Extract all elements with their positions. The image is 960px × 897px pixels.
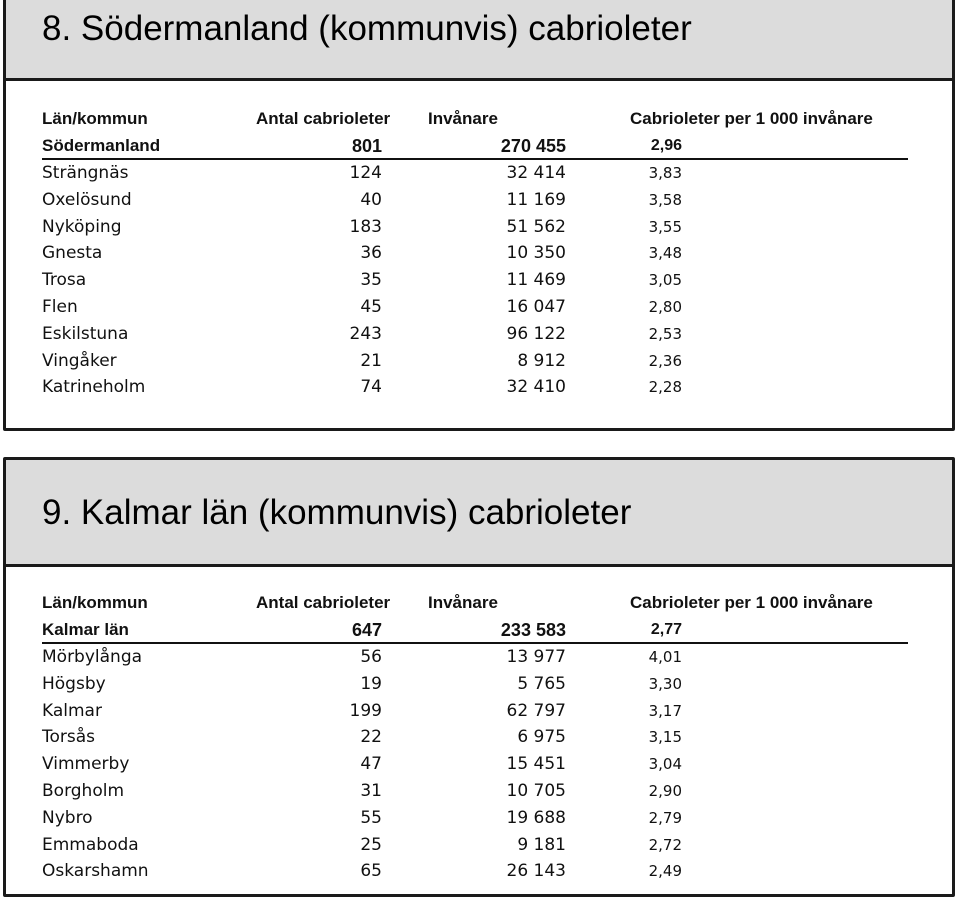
- column-headers: [6, 109, 952, 131]
- region-name: Oxelösund: [42, 189, 132, 210]
- table-row: [6, 727, 952, 753]
- count-value: 183: [349, 216, 382, 237]
- count-value: 19: [360, 673, 382, 694]
- count-value: 124: [349, 163, 382, 183]
- table-row: [6, 163, 952, 189]
- col-header-count: Antal cabrioleter: [256, 593, 391, 612]
- table-row: [6, 861, 952, 887]
- population-value: 5 765: [517, 673, 566, 694]
- rate-value: 3,30: [648, 674, 682, 693]
- count-value: 243: [349, 323, 382, 344]
- rate-value: 2,90: [648, 782, 682, 800]
- region-name: Katrineholm: [42, 377, 146, 398]
- count-value: 55: [360, 807, 382, 828]
- count-value: 45: [360, 297, 382, 317]
- rate-value: 3,48: [648, 244, 682, 263]
- count-value: 801: [351, 136, 382, 156]
- table-row: [6, 243, 952, 269]
- region-name: Vingåker: [42, 350, 117, 371]
- rate-value: 2,79: [648, 808, 682, 827]
- population-value: 11 169: [506, 189, 566, 210]
- population-value: 32 410: [506, 377, 566, 398]
- col-header-rate: Cabrioleter per 1 000 invånare: [630, 593, 873, 612]
- rate-value: 2,80: [648, 298, 682, 316]
- rate-value: 3,55: [648, 217, 682, 236]
- col-header-rate: Cabrioleter per 1 000 invånare: [630, 109, 873, 128]
- col-header-region: Län/kommun: [42, 593, 148, 612]
- rate-value: 2,96: [650, 137, 682, 154]
- population-value: 10 705: [506, 781, 566, 801]
- population-value: 96 122: [506, 323, 566, 344]
- divider: [42, 642, 908, 644]
- col-header-count: Antal cabrioleter: [256, 109, 391, 128]
- region-name: Torsås: [42, 727, 96, 748]
- region-name: Kalmar: [42, 700, 102, 721]
- table-row: [6, 647, 952, 673]
- region-name: Emmaboda: [42, 834, 139, 855]
- population-value: 51 562: [506, 216, 566, 237]
- population-value: 11 469: [506, 270, 566, 291]
- region-name: Eskilstuna: [42, 323, 129, 344]
- population-value: 8 912: [517, 350, 566, 371]
- region-name: Nyköping: [42, 216, 122, 237]
- rate-value: 2,36: [648, 351, 682, 370]
- table-row: [6, 297, 952, 323]
- table-row: [6, 324, 952, 350]
- section-sodermanland: [3, 0, 955, 431]
- count-value: 74: [360, 377, 382, 398]
- population-value: 270 455: [500, 136, 566, 156]
- rate-value: 3,58: [648, 190, 682, 209]
- population-value: 32 414: [506, 163, 566, 183]
- population-value: 15 451: [506, 754, 566, 775]
- count-value: 36: [360, 243, 382, 264]
- rate-value: 2,77: [650, 621, 682, 638]
- population-value: 16 047: [506, 297, 566, 317]
- count-value: 35: [360, 270, 382, 291]
- region-name: Vimmerby: [42, 754, 130, 775]
- section-header: [6, 460, 952, 567]
- rate-value: 2,72: [648, 835, 682, 854]
- region-name: Kalmar län: [42, 620, 129, 639]
- rate-value: 2,49: [648, 862, 682, 881]
- region-name: Oskarshamn: [42, 861, 149, 882]
- divider: [42, 158, 908, 160]
- population-value: 19 688: [506, 807, 566, 828]
- section-header: [6, 0, 952, 81]
- rate-value: 3,83: [648, 164, 682, 182]
- region-name: Södermanland: [42, 136, 161, 155]
- col-header-population: Invånare: [428, 109, 498, 128]
- region-name: Borgholm: [42, 781, 125, 801]
- rate-value: 2,53: [648, 324, 682, 343]
- count-value: 56: [360, 647, 382, 667]
- table-row: [6, 351, 952, 377]
- population-value: 9 181: [517, 834, 566, 855]
- table-row: [6, 754, 952, 780]
- col-header-region: Län/kommun: [42, 109, 148, 128]
- count-value: 199: [349, 700, 382, 721]
- population-value: 62 797: [506, 700, 566, 721]
- rate-value: 3,17: [648, 701, 682, 720]
- rate-value: 3,05: [648, 271, 682, 290]
- population-value: 26 143: [506, 861, 566, 882]
- table-row: [6, 270, 952, 296]
- rate-value: 3,04: [648, 755, 682, 774]
- rate-value: 2,28: [648, 378, 682, 397]
- table-row: [6, 835, 952, 861]
- region-name: Flen: [42, 297, 78, 317]
- region-name: Nybro: [42, 807, 93, 828]
- col-header-population: Invånare: [428, 593, 498, 612]
- count-value: 65: [360, 861, 382, 882]
- count-value: 31: [360, 781, 382, 801]
- population-value: 10 350: [506, 243, 566, 264]
- section-title: 8. Södermanland (kommunvis) cabrioleter: [42, 9, 692, 48]
- count-value: 22: [360, 727, 382, 748]
- table-row: [6, 781, 952, 807]
- region-name: Strängnäs: [42, 163, 129, 183]
- count-value: 647: [351, 620, 382, 640]
- count-value: 25: [360, 834, 382, 855]
- table-row: [6, 217, 952, 243]
- table-row: [6, 190, 952, 216]
- region-name: Trosa: [42, 270, 87, 291]
- table-row: [6, 377, 952, 403]
- region-name: Högsby: [42, 673, 106, 694]
- table-row: [6, 701, 952, 727]
- population-value: 233 583: [500, 620, 566, 640]
- rate-value: 4,01: [648, 648, 682, 666]
- table-row: [6, 674, 952, 700]
- table-row: [6, 808, 952, 834]
- population-value: 13 977: [506, 647, 566, 667]
- section-kalmar: [3, 457, 955, 897]
- count-value: 47: [360, 754, 382, 775]
- count-value: 21: [360, 350, 382, 371]
- rate-value: 3,15: [648, 728, 682, 747]
- column-headers: [6, 593, 952, 615]
- region-name: Mörbylånga: [42, 647, 143, 667]
- population-value: 6 975: [517, 727, 566, 748]
- region-name: Gnesta: [42, 243, 103, 264]
- section-title: 9. Kalmar län (kommunvis) cabrioleter: [42, 493, 632, 532]
- count-value: 40: [360, 189, 382, 210]
